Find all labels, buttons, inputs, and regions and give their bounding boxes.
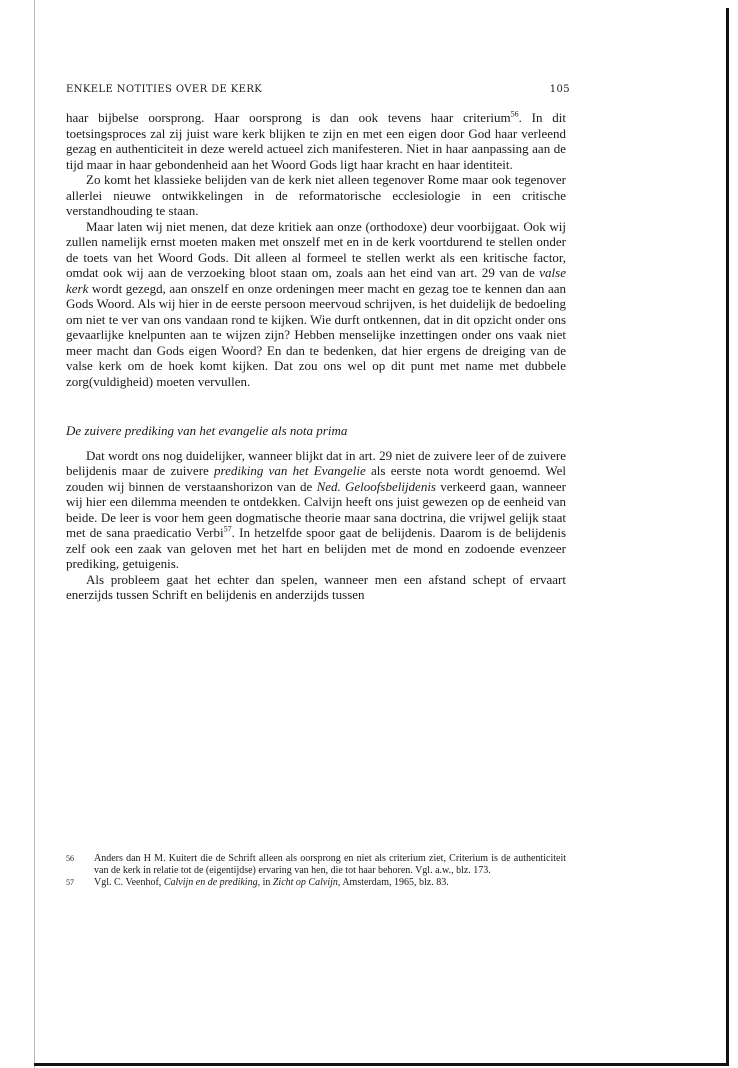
footnote-56: [66, 853, 566, 877]
footnote-ref-57: 57: [223, 524, 232, 534]
scan-border-right: [726, 8, 729, 1066]
book-page: [66, 80, 570, 603]
paragraph-5: Als probleem gaat het echter dan spelen, wanneer men een afstand schept of ervaart enerzijds tussen Schrift en belijdenis en anderzijds tussen: [66, 571, 566, 602]
main-text: [66, 110, 566, 603]
running-header: [66, 80, 570, 98]
paragraph-2: Zo komt het klassieke belijden van de kerk niet alleen tegenover Rome maar ook tegenover allerlei nieuwe ontwikkelingen in de reformatorische ecclesiologie in een critische verstandhouding te staan.: [66, 172, 566, 218]
footnote-number: 56: [66, 854, 74, 863]
page-number: 105: [549, 84, 570, 95]
paragraph-3: Maar laten wij niet menen, dat deze kritiek aan onze (orthodoxe) deur voorbijgaat. Ook wij zullen namelijk ernst moeten maken met onszelf met en in de kerk voortdurend te stellen onder de toets van het Woord Gods. Dit alleen al formeel te stellen werkt als een kritische factor, omdat ook wij aan de verzoeking bloot staan om, zoals aan het eind van art. 29 van de valse kerk wordt gezegd, aan onszelf en onze ordeningen meer macht en gezag toe te kennen dan aan Gods Woord. Als wij hier in de eerste persoon meervoud schrijven, is het duidelijk de bedoeling om niet te ver van ons vandaan rond te kijken. Wie durft ontkennen, dat in dit opzicht onder ons gevaarlijke knelpunten aan te wijzen zijn? Hebben menselijke inzettingen onder ons vaak niet meer macht dan Gods eigen Woord? En dan te bedenken, dat hier ergens de dreiging van de valse kerk om de hoek komt kijken. Dat zou ons wel op dit punt met name met dubbele zorg(vuldigheid) moeten vervullen.: [66, 218, 566, 389]
paragraph-4: Dat wordt ons nog duidelijker, wanneer blijkt dat in art. 29 niet de zuivere leer of de zuivere belijdenis maar de zuivere prediking van het Evangelie als eerste nota wordt genoemd. Wel zouden wij binnen de verstaanshorizon van de Ned. Geloofsbelijdenis verkeerd gaan, wanneer wij hier een dilemma meenden te ontdekken. Calvijn heeft ons juist gewezen op de eenheid van beide. De leer is voor hem geen dogmatische theorie maar sana doctrina, die vrijwel gelijk staat met de sana praedicatio Verbi$^{57}$. In hetzelfde spoor gaat de belijdenis. Daarom is de belijdenis zelf ook een zaak van geloven met het hart en belijden met de mond en zodoende evenzeer prediking, getuigenis.: [66, 447, 567, 571]
footnote-57: 57 Vgl. C. Veenhof, Calvijn en de prediking, in Zicht op Calvijn, Amsterdam, 1965, blz. 83.: [66, 877, 449, 888]
footnote-number: 57: [66, 878, 74, 887]
footnote-text: Anders dan H M. Kuitert die de Schrift alleen als oorsprong en niet als criterium ziet, Criterium is de authenticiteit van de kerk in relatie tot de (eigentijdse) ervaring van hen, die tot haar behoren. Vgl. a.w., blz. 173.: [94, 853, 566, 876]
running-title: ENKELE NOTITIES OVER DE KERK: [66, 84, 263, 95]
footnotes: [66, 853, 566, 889]
section-heading: De zuivere prediking van het evangelie als nota prima: [66, 423, 348, 438]
paragraph-1: haar bijbelse oorsprong. Haar oorsprong is dan ook tevens haar criterium$^{56}$. In dit toetsingsproces zal zij juist ware kerk blijken te zijn en met een eigen door God haar verleend gezag en authenticiteit in deze wereld actueel zich manifesteren. Niet in haar aanpassing aan de tijd maar in haar gebondenheid aan het Woord Gods ligt haar kracht en haar identiteit.: [66, 109, 566, 172]
scan-border-bottom: [34, 1063, 729, 1066]
scan-edge-left: [34, 0, 35, 1068]
footnote-ref-56: 56: [510, 109, 519, 119]
